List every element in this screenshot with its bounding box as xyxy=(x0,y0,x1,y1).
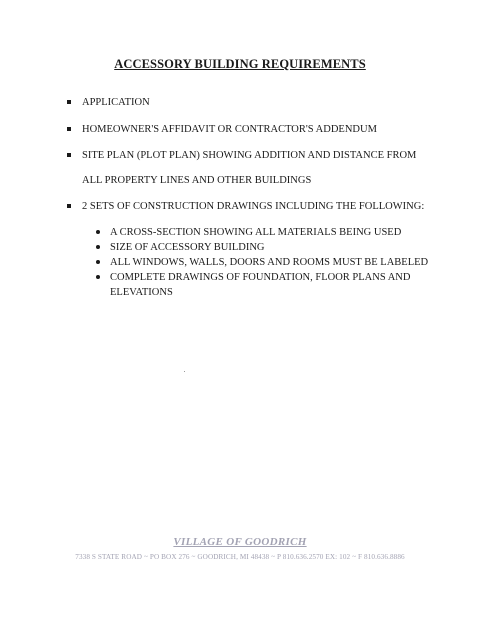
requirement-text: SITE PLAN (PLOT PLAN) SHOWING ADDITION AND DISTANCE FROM xyxy=(82,150,417,161)
drawing-item-text: A CROSS-SECTION SHOWING ALL MATERIALS BEING USED xyxy=(110,227,402,238)
drawing-item xyxy=(110,256,428,269)
requirement-text: APPLICATION xyxy=(82,97,150,108)
requirement-item xyxy=(82,200,424,213)
requirement-continuation: ALL PROPERTY LINES AND OTHER BUILDINGS xyxy=(82,175,312,186)
requirement-text: HOMEOWNER'S AFFIDAVIT OR CONTRACTOR'S ADDENDUM xyxy=(82,124,377,135)
drawing-item-text: SIZE OF ACCESSORY BUILDING xyxy=(110,242,265,253)
drawing-item xyxy=(110,271,410,284)
requirement-text: 2 SETS OF CONSTRUCTION DRAWINGS INCLUDING THE FOLLOWING: xyxy=(82,201,425,212)
document-title: ACCESSORY BUILDING REQUIREMENTS xyxy=(114,57,366,71)
round-bullet-icon xyxy=(96,230,100,234)
drawing-item-text: COMPLETE DRAWINGS OF FOUNDATION, FLOOR PLANS AND xyxy=(110,272,411,283)
footer-village-name: VILLAGE OF GOODRICH xyxy=(173,536,307,548)
footer-address: 7338 S STATE ROAD ~ PO BOX 276 ~ GOODRICH, MI 48438 ~ P 810.636.2570 EX: 102 ~ F 810.636.8886 xyxy=(75,553,405,561)
square-bullet-icon xyxy=(67,100,71,104)
drawing-item xyxy=(110,241,265,254)
square-bullet-icon xyxy=(67,204,71,208)
requirement-item xyxy=(82,123,377,136)
drawing-item-text: ALL WINDOWS, WALLS, DOORS AND ROOMS MUST BE LABELED xyxy=(110,257,429,268)
round-bullet-icon xyxy=(96,245,100,249)
drawing-item-continuation: ELEVATIONS xyxy=(110,287,173,298)
drawing-item xyxy=(110,226,401,239)
scan-speck xyxy=(184,371,185,372)
requirement-item xyxy=(82,149,416,162)
round-bullet-icon xyxy=(96,260,100,264)
square-bullet-icon xyxy=(67,153,71,157)
round-bullet-icon xyxy=(96,275,100,279)
requirement-item xyxy=(82,96,150,109)
square-bullet-icon xyxy=(67,127,71,131)
